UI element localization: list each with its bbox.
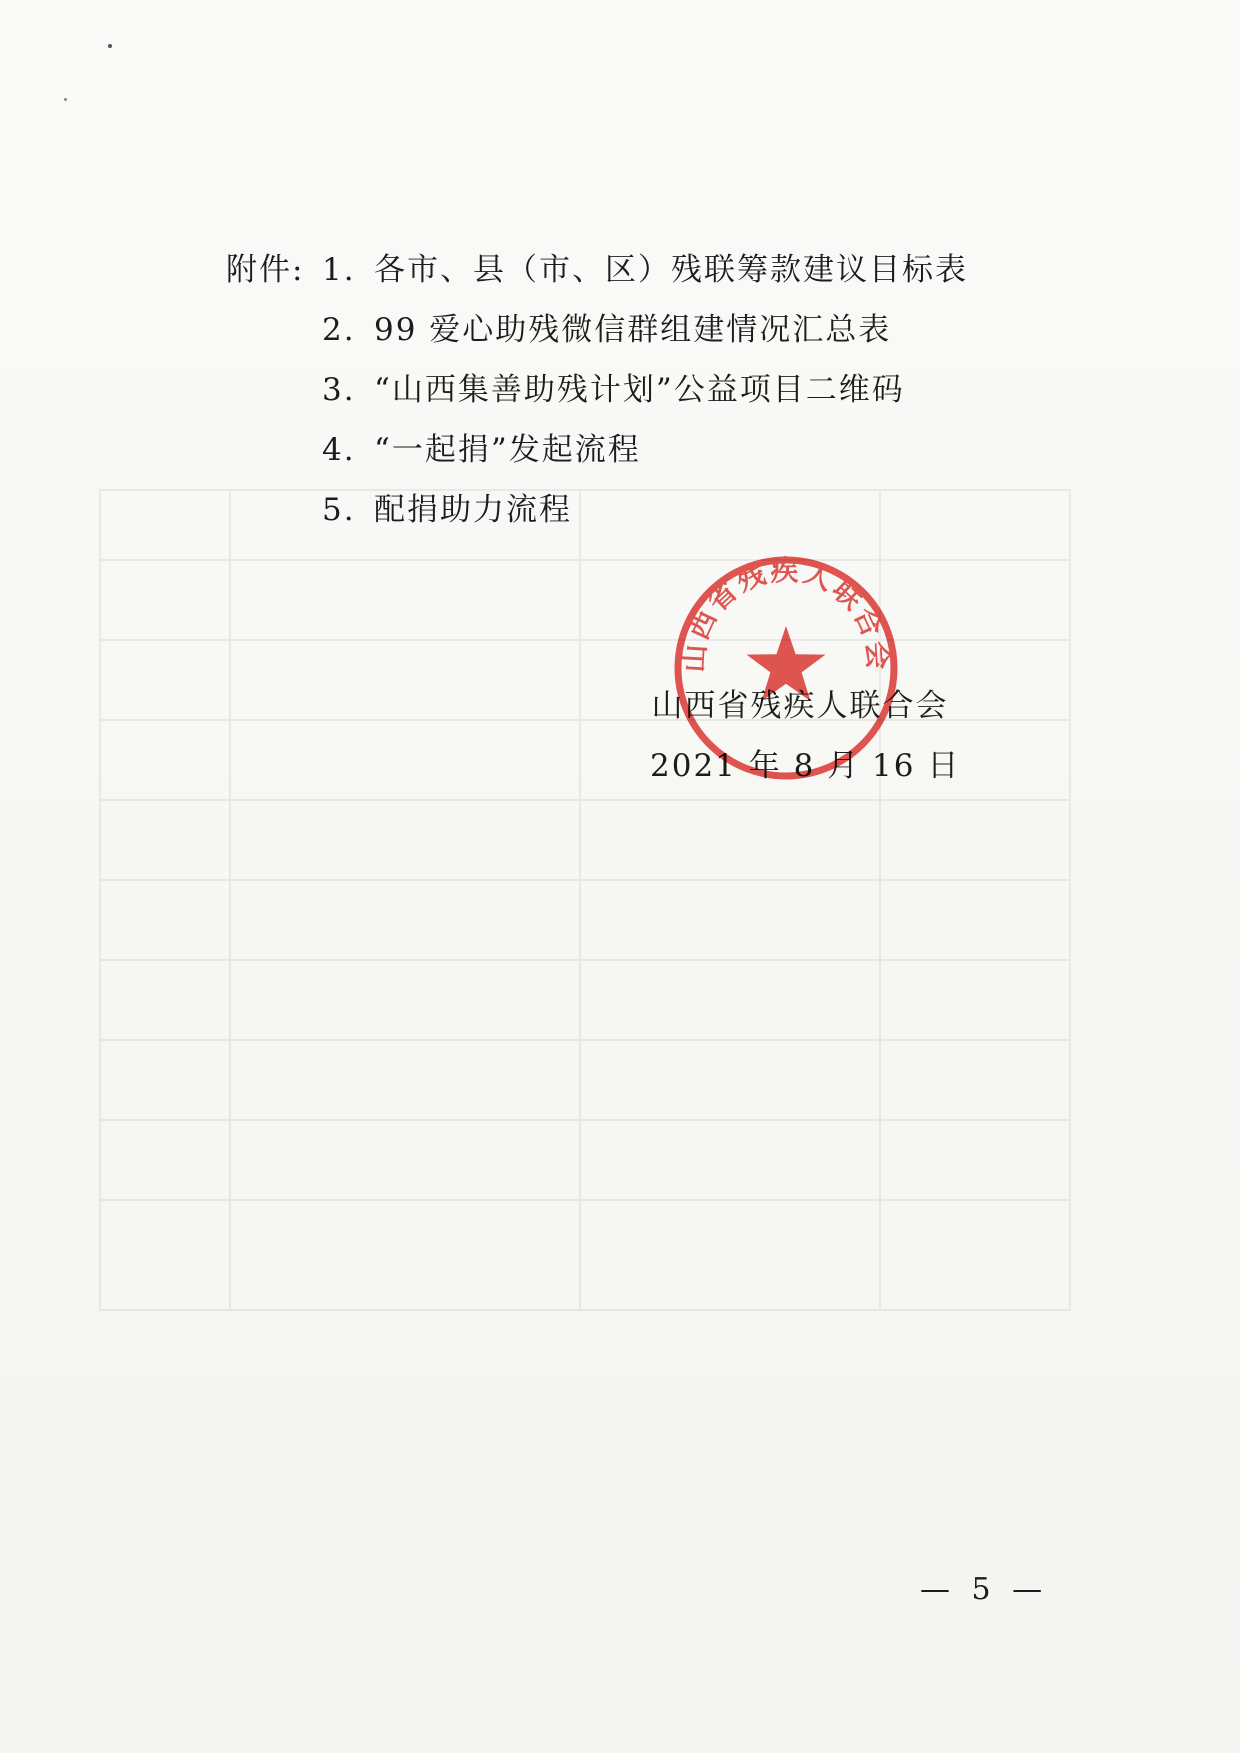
attachment-item xyxy=(226,480,968,540)
attachment-title: 各市、县（市、区）残联筹款建议目标表 xyxy=(374,252,968,288)
attachment-number: 1. xyxy=(322,252,356,288)
seal-text: 山西省残疾人联合会 xyxy=(677,553,895,674)
page-number: — 5 — xyxy=(920,1572,1049,1607)
attachment-title: 99 爱心助残微信群组建情况汇总表 xyxy=(374,312,892,348)
attachments-label: 附件: xyxy=(226,252,305,288)
attachment-item xyxy=(226,420,968,480)
issue-date: 2021 年 8 月 16 日 xyxy=(650,748,961,784)
attachment-title: “山西集善助残计划”公益项目二维码 xyxy=(374,372,905,408)
attachment-item xyxy=(226,360,968,420)
seal-star-icon xyxy=(747,626,826,701)
attachment-item xyxy=(226,300,968,360)
attachment-number: 4. xyxy=(322,432,356,468)
scan-speck xyxy=(108,44,112,48)
attachment-number: 5. xyxy=(322,492,356,528)
attachments-list xyxy=(226,240,968,540)
official-seal xyxy=(666,548,906,788)
attachment-number: 3. xyxy=(322,372,356,408)
attachment-number: 2. xyxy=(322,312,356,348)
issuing-organization: 山西省残疾人联合会 xyxy=(651,688,949,724)
attachment-title: “一起捐”发起流程 xyxy=(374,432,641,468)
scan-speck xyxy=(64,98,67,101)
attachment-title: 配捐助力流程 xyxy=(374,492,572,528)
attachment-item xyxy=(226,240,968,300)
